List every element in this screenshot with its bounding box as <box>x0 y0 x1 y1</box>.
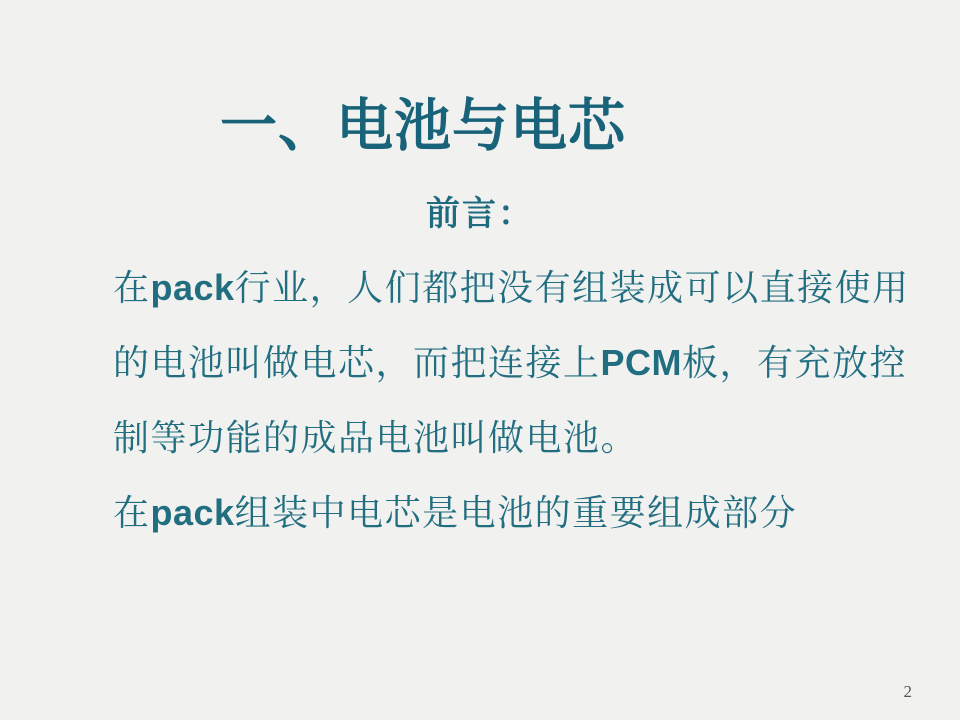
body-line-2-latin: PCM <box>600 342 683 383</box>
body-line-1-segment: 在 <box>113 268 151 308</box>
body-line-2-segment: 板，有充放控 <box>682 343 908 383</box>
page-number: 2 <box>903 682 912 701</box>
body-line-4-segment: 在 <box>113 493 151 533</box>
body-line-4-latin: pack <box>150 492 235 533</box>
body-line-1 <box>113 260 910 311</box>
preface-heading: 前言： <box>426 196 534 233</box>
body-line-3 <box>113 410 638 461</box>
body-line-2 <box>113 335 907 386</box>
body-line-4-segment: 组装中电芯是电池的重要组成部分 <box>234 493 798 533</box>
body-line-2-segment: 的电池叫做电芯，而把连接上 <box>113 343 601 383</box>
slide-title: 一、电池与电芯 <box>220 94 626 159</box>
body-line-3-segment: 制等功能的成品电池叫做电池。 <box>113 418 639 458</box>
body-line-4 <box>113 485 797 536</box>
body-line-1-latin: pack <box>150 267 235 308</box>
body-line-1-segment: 行业，人们都把没有组装成可以直接使用 <box>234 268 910 308</box>
